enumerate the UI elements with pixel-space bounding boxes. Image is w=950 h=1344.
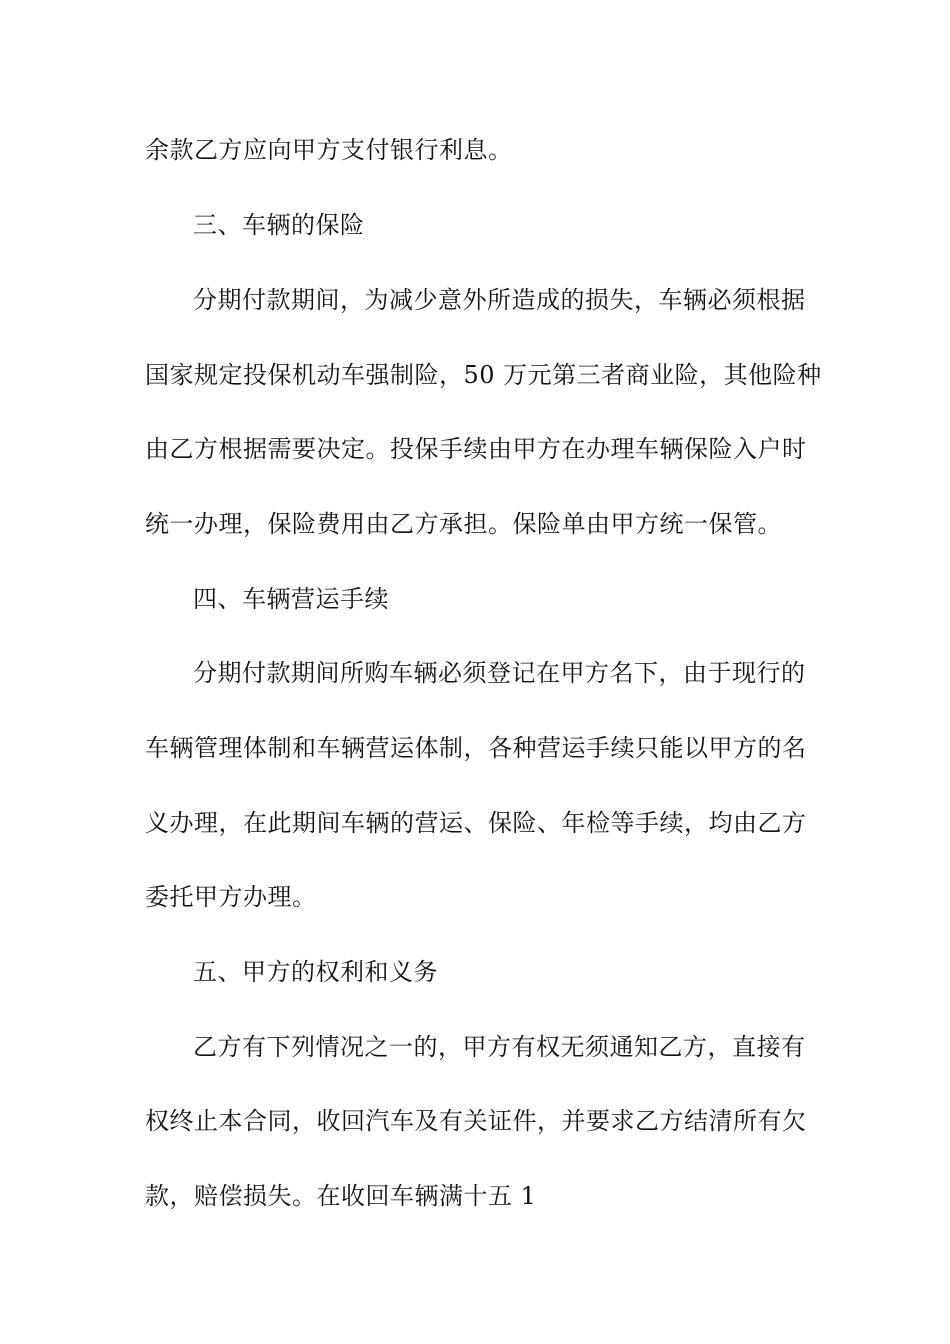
paragraph-line: 义办理，在此期间车辆的营运、保险、年检等手续，均由乙方 bbox=[145, 809, 807, 837]
paragraph-line: 分期付款期间所购车辆必须登记在甲方名下，由于现行的 bbox=[193, 659, 806, 687]
section-heading-operation: 四、车辆营运手续 bbox=[193, 585, 389, 613]
paragraph-line: 余款乙方应向甲方支付银行利息。 bbox=[145, 136, 513, 164]
paragraph-line: 统一办理，保险费用由乙方承担。保险单由甲方统一保管。 bbox=[145, 510, 782, 538]
paragraph-line: 国家规定投保机动车强制险，50 万元第三者商业险，其他险种 bbox=[145, 361, 822, 389]
paragraph-line: 车辆管理体制和车辆营运体制，各种营运手续只能以甲方的名 bbox=[145, 734, 807, 762]
paragraph-line: 分期付款期间，为减少意外所造成的损失，车辆必须根据 bbox=[193, 286, 806, 314]
paragraph-line: 乙方有下列情况之一的，甲方有权无须通知乙方，直接有 bbox=[193, 1033, 806, 1061]
section-heading-rights: 五、甲方的权利和义务 bbox=[193, 958, 438, 986]
paragraph-line: 由乙方根据需要决定。投保手续由甲方在办理车辆保险入户时 bbox=[145, 435, 807, 463]
paragraph-line: 委托甲方办理。 bbox=[145, 883, 317, 911]
section-heading-insurance: 三、车辆的保险 bbox=[193, 211, 365, 239]
paragraph-line: 权终止本合同，收回汽车及有关证件，并要求乙方结清所有欠 bbox=[145, 1107, 807, 1135]
paragraph-line: 款，赔偿损失。在收回车辆满十五 1 bbox=[145, 1182, 537, 1210]
